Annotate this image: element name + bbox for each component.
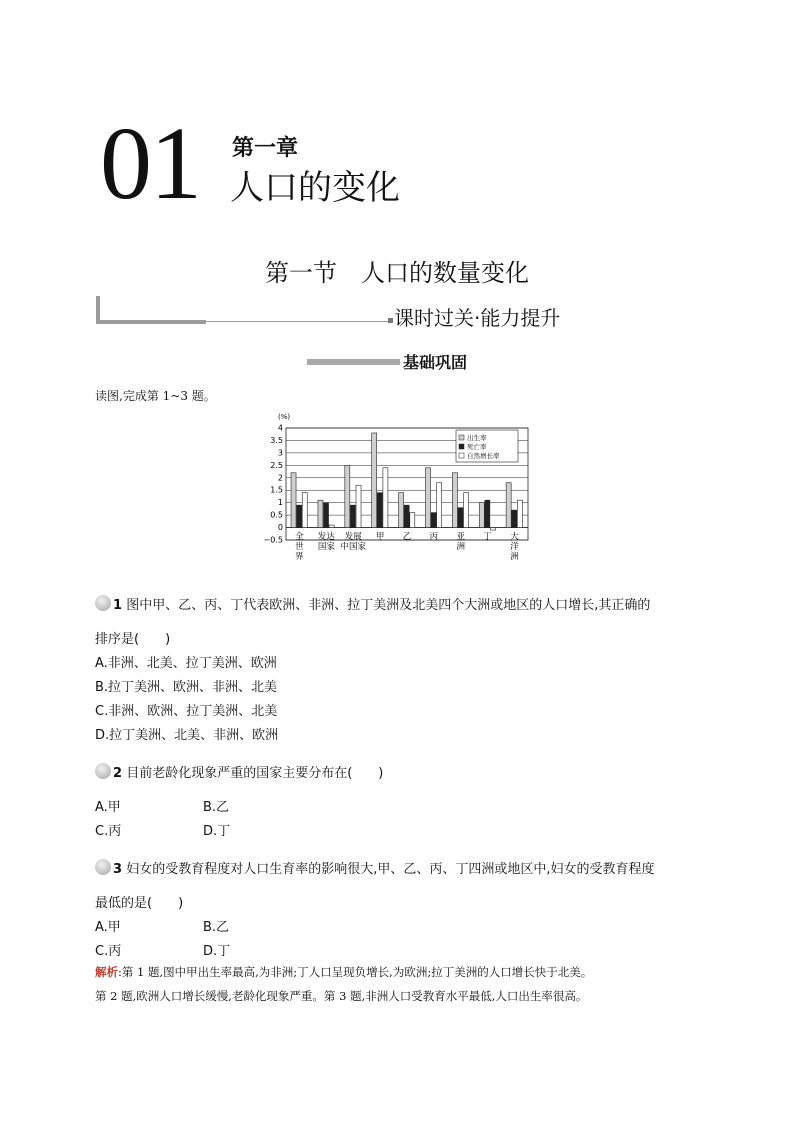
category-label: 丁 (483, 532, 492, 542)
y-tick-label: 2 (277, 473, 283, 483)
category-label: 中国家 (340, 542, 366, 552)
bar-出生率-全世界 (291, 473, 296, 528)
legend-swatch (459, 435, 464, 440)
y-tick-label: 1 (277, 498, 283, 508)
category-label: 全 (295, 532, 304, 542)
bar-死亡率-丁 (485, 500, 490, 527)
category-label: 世 (295, 542, 304, 552)
category-label: 亚 (456, 532, 466, 542)
bar-死亡率-发展中国家 (350, 505, 355, 527)
bar-死亡率-丙 (431, 513, 436, 528)
option-b[interactable]: B.乙 (203, 800, 230, 815)
question-number: 3 (113, 862, 123, 877)
explanation-line-1 (95, 960, 705, 984)
category-label: 发展 (344, 532, 362, 542)
category-label: 洲 (510, 552, 519, 562)
question-2 (95, 762, 383, 781)
category-label: 国家 (317, 542, 335, 552)
question-bullet-icon (95, 763, 111, 779)
bar-出生率-丙 (425, 468, 430, 528)
section-title: 第一节 人口的数量变化 (265, 259, 529, 287)
y-tick-label: −0.5 (263, 535, 283, 545)
category-label: 洋 (510, 542, 519, 552)
bar-死亡率-乙 (404, 505, 409, 527)
category-label: 乙 (402, 532, 412, 542)
option-c[interactable]: C.丙 (95, 944, 122, 959)
category-label: 丙 (429, 532, 439, 542)
option-d[interactable]: D.丁 (203, 824, 231, 839)
category-label: 发达 (317, 532, 335, 542)
bar-死亡率-大洋洲 (512, 510, 517, 527)
bar-自然增长率-发达国家 (329, 525, 334, 527)
bar-出生率-甲 (372, 433, 377, 528)
legend-swatch (459, 453, 464, 458)
option-c[interactable]: C.丙 (95, 824, 122, 839)
y-tick-label: 4 (277, 423, 283, 433)
bar-死亡率-甲 (377, 493, 382, 528)
question-3 (95, 858, 654, 877)
question-bullet-icon (95, 859, 111, 875)
divider-line (206, 321, 388, 322)
question-stem: 目前老龄化现象严重的国家主要分布在( ) (126, 766, 384, 781)
question-bullet-icon (95, 595, 111, 611)
y-tick-label: 0 (277, 523, 283, 533)
option-d[interactable]: D.拉丁美洲、北美、非洲、欧洲 (95, 728, 279, 743)
question-1-stem-cont: 排序是( ) (95, 632, 171, 647)
bar-自然增长率-丙 (437, 483, 442, 528)
y-tick-label: 1.5 (270, 485, 283, 495)
option-c[interactable]: C.非洲、欧洲、拉丁美洲、北美 (95, 704, 278, 719)
bar-死亡率-亚洲 (458, 508, 463, 528)
question-number: 2 (113, 766, 123, 781)
explanation (95, 960, 705, 1008)
option-d[interactable]: D.丁 (203, 944, 231, 959)
bar-出生率-发展中国家 (345, 465, 350, 527)
bar-自然增长率-亚洲 (464, 493, 469, 528)
y-tick-label: 2.5 (270, 460, 283, 470)
bracket-decoration-bottom (96, 320, 206, 324)
category-label: 洲 (456, 542, 466, 552)
category-label: 甲 (375, 532, 385, 542)
divider-dot (388, 318, 393, 323)
y-tick-label: 3 (277, 448, 283, 458)
y-tick-label: 3.5 (270, 435, 283, 445)
legend-label: 出生率 (467, 434, 487, 442)
question-1 (95, 594, 650, 613)
bar-死亡率-全世界 (297, 505, 302, 527)
bar-出生率-大洋洲 (506, 483, 511, 528)
option-a[interactable]: A.甲 (95, 920, 121, 935)
legend-label: 自然增长率 (467, 452, 500, 460)
option-b[interactable]: B.乙 (203, 920, 230, 935)
bar-自然增长率-大洋洲 (517, 500, 522, 527)
option-b[interactable]: B.拉丁美洲、欧洲、非洲、北美 (95, 680, 278, 695)
legend-label: 死亡率 (467, 443, 487, 451)
y-tick-label: 0.5 (270, 510, 283, 520)
option-a[interactable]: A.非洲、北美、拉丁美洲、欧洲 (95, 656, 277, 671)
bar-出生率-丁 (479, 503, 484, 528)
population-chart (258, 408, 538, 574)
bar-死亡率-发达国家 (324, 503, 329, 528)
y-axis-label: (%) (278, 413, 291, 421)
category-label: 界 (295, 552, 304, 562)
question-stem: 图中甲、乙、丙、丁代表欧洲、非洲、拉丁美洲及北美四个大洲或地区的人口增长,其正确的 (126, 598, 651, 613)
chapter-label: 第一章 (232, 136, 299, 161)
bar-自然增长率-全世界 (302, 493, 307, 528)
explanation-text: :第 1 题,图中甲出生率最高,为非洲;丁人口呈现负增长,为欧洲;拉丁美洲的人口增长快于北美。 (118, 965, 593, 979)
bar-自然增长率-发展中国家 (356, 485, 361, 527)
bar-出生率-乙 (399, 493, 404, 528)
subsection-title: 课时过关·能力提升 (394, 306, 561, 330)
bar-自然增长率-乙 (410, 513, 415, 528)
explanation-label: 解析 (95, 965, 118, 979)
explanation-line-2: 第 2 题,欧洲人口增长缓慢,老龄化现象严重。第 3 题,非洲人口受教育水平最低,人口出生率很高。 (95, 989, 588, 1003)
intro-text: 读图,完成第 1~3 题。 (95, 389, 216, 403)
question-stem: 妇女的受教育程度对人口生育率的影响很大,甲、乙、丙、丁四洲或地区中,妇女的受教育程度 (126, 862, 655, 877)
option-a[interactable]: A.甲 (95, 800, 121, 815)
chapter-title: 人口的变化 (230, 168, 400, 208)
question-3-stem-cont: 最低的是( ) (95, 896, 184, 911)
basic-bar-decoration (307, 359, 400, 365)
category-label: 大 (510, 532, 519, 542)
bar-自然增长率-丁 (490, 528, 495, 530)
bar-出生率-亚洲 (452, 473, 457, 528)
basic-label: 基础巩固 (403, 353, 468, 372)
bar-出生率-发达国家 (318, 500, 323, 527)
bar-自然增长率-甲 (383, 468, 388, 528)
chapter-number: 01 (100, 106, 200, 221)
legend-swatch (459, 444, 464, 449)
question-number: 1 (113, 598, 123, 613)
